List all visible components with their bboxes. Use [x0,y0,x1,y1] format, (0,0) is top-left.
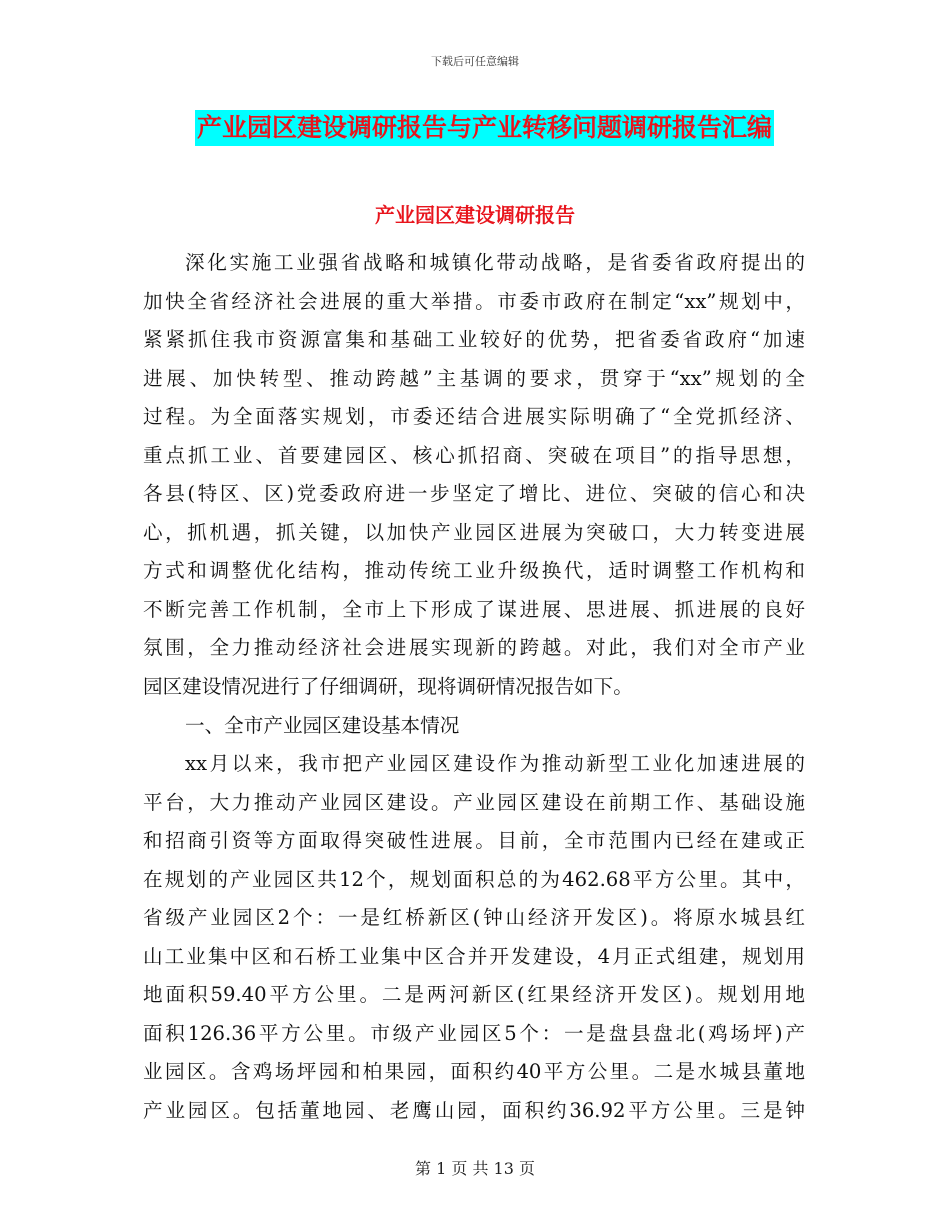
paragraph-line: xx月以来，我市把产业园区建设作为推动新型工业化加速进展的 [185,752,805,776]
section-heading: 一、全市产业园区建设基本情况 [185,713,460,737]
paragraph-line: 面积126.36平方公里。市级产业园区5个：一是盘县盘北(鸡场坪)产 [143,1021,805,1045]
page-header-note: 下载后可任意编辑 [431,55,519,68]
main-title-container [195,110,774,146]
body-text [143,244,805,1131]
paragraph-line: 山工业集中区和石桥工业集中区合并开发建设，4月正式组建，规划用 [143,944,805,968]
paragraph-line: 省级产业园区2个：一是红桥新区(钟山经济开发区)。将原水城县红 [143,906,805,930]
paragraph-line: 进展、加快转型、推动跨越”主基调的要求，贯穿于“xx”规划的全 [143,366,805,390]
paragraph-line: 各县(特区、区)党委政府进一步坚定了增比、进位、突破的信心和决 [143,482,805,506]
section-title: 产业园区建设调研报告 [375,203,575,227]
paragraph-line: 地面积59.40平方公里。二是两河新区(红果经济开发区)。规划用地 [143,983,805,1007]
paragraph-line: 紧紧抓住我市资源富集和基础工业较好的优势，把省委省政府“加速 [143,328,805,352]
paragraph-line: 园区建设情况进行了仔细调研，现将调研情况报告如下。 [143,675,633,699]
paragraph-line: 深化实施工业强省战略和城镇化带动战略，是省委省政府提出的 [185,251,805,274]
paragraph-line: 方式和调整优化结构，推动传统工业升级换代，适时调整工作机构和 [143,559,805,583]
paragraph-line: 在规划的产业园区共12个，规划面积总的为462.68平方公里。其中， [143,867,805,891]
paragraph-line: 过程。为全面落实规划，市委还结合进展实际明确了“全党抓经济、 [143,405,805,429]
paragraph-line: 和招商引资等方面取得突破性进展。目前，全市范围内已经在建或正 [143,829,805,853]
main-title: 产业园区建设调研报告与产业转移问题调研报告汇编 [195,110,774,146]
paragraph-line: 心，抓机遇，抓关键，以加快产业园区进展为突破口，大力转变进展 [143,520,805,544]
paragraph-line: 氛围，全力推动经济社会进展实现新的跨越。对此，我们对全市产业 [143,636,805,660]
paragraph-line: 重点抓工业、首要建园区、核心抓招商、突破在项目”的指导思想， [143,443,805,467]
paragraph-line: 不断完善工作机制，全市上下形成了谋进展、思进展、抓进展的良好 [143,597,805,621]
page-number: 第 1 页 共 13 页 [415,1159,535,1178]
paragraph-line: 平台，大力推动产业园区建设。产业园区建设在前期工作、基础设施 [143,790,805,814]
paragraph-line: 业园区。含鸡场坪园和柏果园，面积约40平方公里。二是水城县董地 [143,1060,805,1084]
paragraph-line: 产业园区。包括董地园、老鹰山园，面积约36.92平方公里。三是钟 [143,1099,805,1123]
paragraph-line: 加快全省经济社会进展的重大举措。市委市政府在制定“xx”规划中， [143,289,805,313]
